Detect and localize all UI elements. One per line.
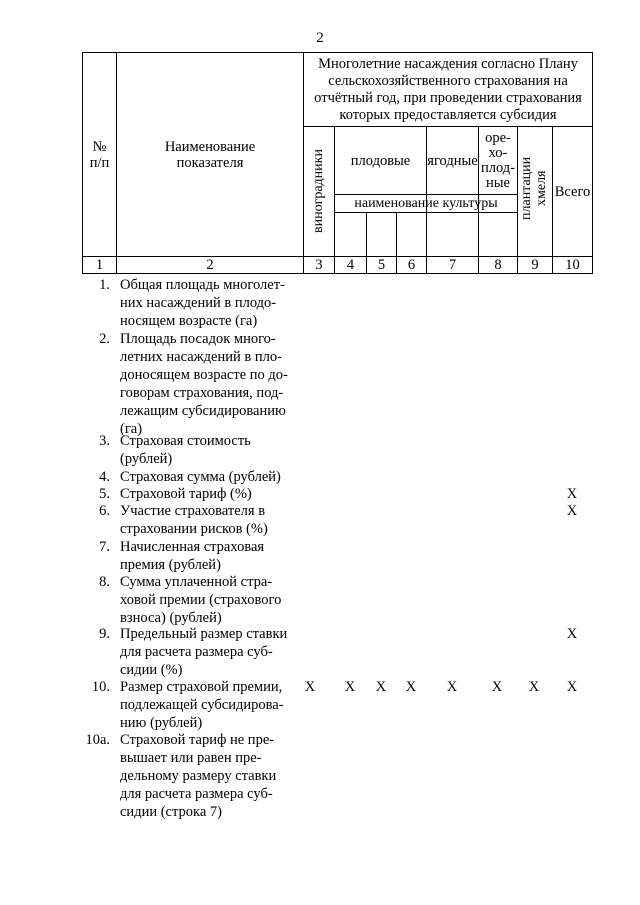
row-number: 4. [99, 469, 110, 485]
row-label: Предельный размер ставки для расчета размера суб- сидии (%) [120, 626, 288, 678]
row-label: Сумма уплаченной стра- ховой премии (страхового взноса) (рублей) [120, 574, 282, 626]
row-label: Страховой тариф (%) [120, 486, 252, 502]
row-label: Начисленная страховая премия (рублей) [120, 539, 265, 573]
row-number: 5. [99, 486, 110, 502]
row-number: 10а. [85, 732, 110, 748]
row-number: 9. [99, 626, 110, 642]
column-number-label: 6 [407, 257, 416, 273]
column-number-label: 10 [565, 257, 580, 273]
column-number-label: 3 [315, 257, 323, 273]
row-label: Размер страховой премии, подлежащей субсидирова- нию (рублей) [120, 679, 284, 731]
crop-name-header: наименование культуры [354, 195, 498, 211]
row-label: Страховая стоимость (рублей) [120, 433, 251, 467]
fruit-header: плодовые [350, 152, 411, 169]
not-applicable-mark: X [528, 679, 540, 695]
not-applicable-mark: X [304, 679, 316, 695]
not-applicable-mark: X [566, 486, 578, 502]
column-number-label: 4 [346, 257, 355, 273]
column-number-label: 8 [494, 257, 502, 273]
row-number: 8. [99, 574, 110, 590]
not-applicable-mark: X [491, 679, 503, 695]
row-label: Площадь посадок много- летних насаждений в пло- доносящем возрасте по до- говорам страхования, под- лежащим субсидированию (га) [120, 331, 288, 437]
row-number: 3. [99, 433, 110, 449]
column-number-label: 7 [448, 257, 457, 273]
row-label: Страховой тариф не пре- вышает или равен пре- дельному размеру ставки для расчета размера суб- сидии (строка 7) [120, 732, 277, 820]
row-number: 6. [99, 503, 110, 519]
column-number-header: № п/п [89, 138, 110, 171]
not-applicable-mark: X [566, 503, 578, 519]
row-label: Страховая сумма (рублей) [120, 469, 281, 485]
row-number: 2. [99, 331, 110, 347]
perennial-plantings-group-header: Многолетние насаждения согласно Плану сельскохозяйственного страхования на отчётный год, при проведении страхования которых предоставляется субсидия [314, 56, 582, 123]
column-number-label: 9 [531, 257, 539, 273]
row-label: Общая площадь многолет- них насаждений в плодо- носящем возрасте (га) [120, 277, 285, 329]
not-applicable-mark: X [405, 679, 417, 695]
row-number: 7. [99, 539, 110, 555]
vineyards-header: виноградники [311, 149, 326, 233]
hops-header: плантации хмеля [519, 156, 549, 220]
row-number: 10. [91, 679, 110, 695]
column-number-label: 1 [95, 257, 104, 273]
page-number: 2 [316, 30, 324, 46]
nut-header: оре- хо- плод- ные [480, 129, 516, 191]
berry-header: ягодные [427, 152, 478, 169]
column-name-header: Наименование показателя [164, 138, 256, 171]
not-applicable-mark: X [566, 679, 578, 695]
not-applicable-mark: X [344, 679, 356, 695]
column-number-label: 5 [377, 257, 386, 273]
row-number: 1. [99, 277, 110, 293]
not-applicable-mark: X [375, 679, 387, 695]
column-number-label: 2 [206, 257, 214, 273]
not-applicable-mark: X [446, 679, 458, 695]
not-applicable-mark: X [566, 626, 578, 642]
row-label: Участие страхователя в страховании рисков (%) [120, 503, 268, 537]
total-header: Всего [554, 183, 591, 200]
